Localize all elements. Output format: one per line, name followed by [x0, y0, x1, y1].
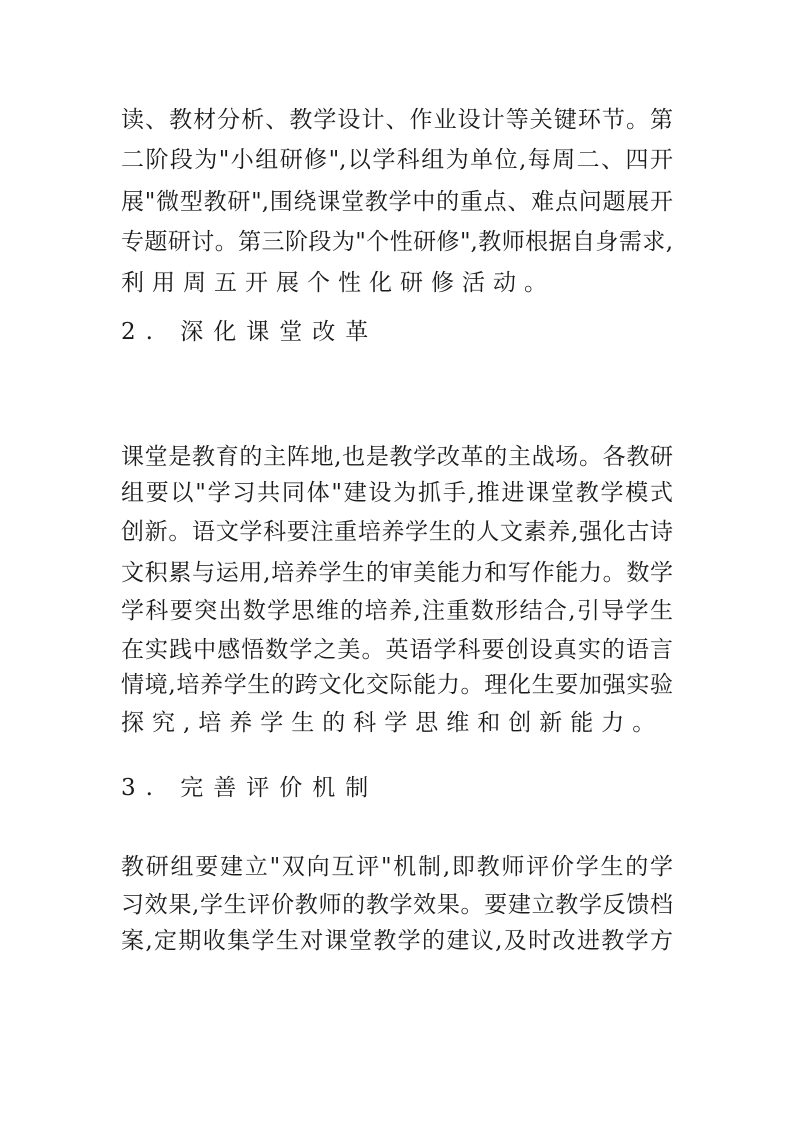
paragraph-line: 专题研讨。第三阶段为"个性研修",教师根据自身需求,	[121, 229, 673, 255]
paragraph-line: 二阶段为"小组研修",以学科组为单位,每周二、四开	[121, 147, 673, 173]
section-heading-3: 3. 完善评价机制	[121, 775, 379, 801]
paragraph-line: 探究,培养学生的科学思维和创新能力。	[121, 710, 664, 736]
paragraph-line: 在实践中感悟数学之美。英语学科要创设真实的语言	[121, 637, 673, 663]
paragraph-line: 情境,培养学生的跨文化交际能力。理化生要加强实验	[121, 672, 673, 698]
paragraph-line: 习效果,学生评价教师的教学效果。要建立教学反馈档	[121, 892, 673, 918]
paragraph-line: 利用周五开展个性化研修活动。	[121, 270, 555, 296]
paragraph-line: 文积累与运用,培养学生的审美能力和写作能力。数学	[121, 560, 673, 586]
paragraph-line: 展"微型教研",围绕课堂教学中的重点、难点问题展开	[121, 189, 673, 215]
paragraph-line: 读、教材分析、教学设计、作业设计等关键环节。第	[121, 107, 673, 133]
paragraph-line: 课堂是教育的主阵地,也是教学改革的主战场。各教研	[121, 444, 673, 470]
paragraph-line: 组要以"学习共同体"建设为抓手,推进课堂教学模式	[121, 480, 673, 506]
paragraph-line: 教研组要建立"双向互评"机制,即教师评价学生的学	[121, 854, 673, 880]
paragraph-line: 学科要突出数学思维的培养,注重数形结合,引导学生	[121, 598, 673, 624]
section-heading-2: 2. 深化课堂改革	[121, 319, 379, 345]
paragraph-line: 创新。语文学科要注重培养学生的人文素养,强化古诗	[121, 519, 673, 545]
paragraph-line: 案,定期收集学生对课堂教学的建议,及时改进教学方	[121, 928, 673, 954]
